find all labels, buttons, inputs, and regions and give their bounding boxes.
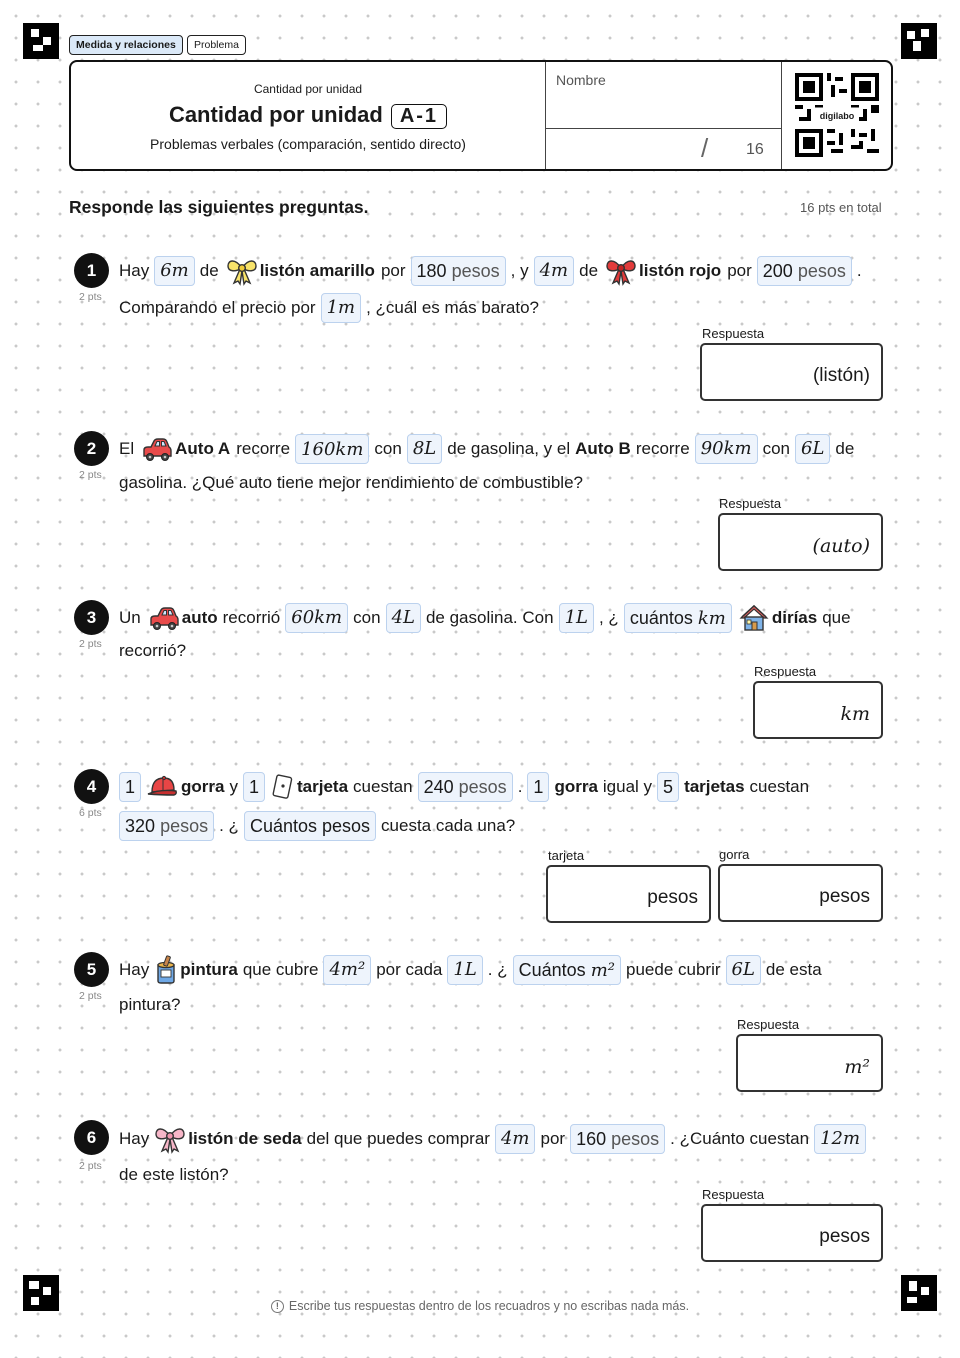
value: 180 xyxy=(416,261,447,281)
value-box: 1L xyxy=(559,603,594,633)
answer-box[interactable] xyxy=(753,681,883,739)
name-label: Nombre xyxy=(556,72,606,88)
text: por xyxy=(540,1129,566,1148)
qr-code-area xyxy=(781,62,892,169)
text: gorra xyxy=(554,777,598,796)
question-points: 2 pts xyxy=(79,291,102,303)
question-1-line-2 xyxy=(119,293,539,323)
text: gasolina. ¿Qué auto tiene mejor rendimiento de combustible? xyxy=(119,473,583,492)
question-2-line-1 xyxy=(119,434,854,464)
cap-icon xyxy=(146,772,180,802)
warning-icon: ! xyxy=(271,1300,284,1313)
value-box: 1L xyxy=(447,955,482,985)
text: de gasolina. Con xyxy=(425,608,554,627)
text: listón amarillo xyxy=(259,261,375,280)
text: puede cubrir xyxy=(626,960,721,979)
answer-box[interactable] xyxy=(701,1204,883,1262)
worksheet-header xyxy=(69,60,893,171)
value-box: 1 xyxy=(527,772,549,802)
question-5-line-2 xyxy=(119,990,180,1020)
car-icon xyxy=(140,434,174,464)
text: tarjetas xyxy=(684,777,745,796)
question-5-line-1 xyxy=(119,955,822,985)
text: . xyxy=(517,777,523,796)
page-title xyxy=(71,102,545,129)
text: listón de seda xyxy=(188,1129,302,1148)
answer-hint: (auto) xyxy=(812,535,870,557)
answer-box-cap[interactable] xyxy=(718,864,883,922)
unit: km xyxy=(697,608,726,629)
answer-hint: pesos xyxy=(819,1226,870,1247)
answer-box[interactable] xyxy=(718,513,883,571)
header-subtitle: Problemas verbales (comparación, sentido directo) xyxy=(150,136,466,152)
value-box: 6L xyxy=(795,434,830,464)
value: Cuántos xyxy=(518,960,586,980)
question-points: 2 pts xyxy=(79,469,102,481)
question-number: 4 xyxy=(74,769,109,804)
text: recorrió xyxy=(222,608,281,627)
value-box xyxy=(570,1124,665,1154)
answer-label-card: tarjeta xyxy=(548,848,585,863)
value-box: 12m xyxy=(814,1124,866,1154)
text: . ¿ xyxy=(487,960,508,979)
value: 160km xyxy=(301,439,364,460)
red-ribbon-icon xyxy=(604,256,638,286)
worksheet-code: A-1 xyxy=(391,104,447,129)
score-field[interactable] xyxy=(545,129,782,169)
text: . ¿Cuánto cuestan xyxy=(670,1129,810,1148)
value-box xyxy=(119,811,214,841)
question-number: 1 xyxy=(74,253,109,288)
header-small-title: Cantidad por unidad xyxy=(253,82,363,96)
text: . xyxy=(856,261,862,280)
question-6-line-1 xyxy=(119,1124,871,1154)
text: con xyxy=(374,439,402,458)
value-box xyxy=(513,955,621,985)
card-icon xyxy=(270,772,296,802)
text: recorre xyxy=(236,439,291,458)
text: pintura xyxy=(180,960,238,979)
text: cuestan xyxy=(749,777,810,796)
text: por cada xyxy=(376,960,443,979)
total-points: 16 pts en total xyxy=(800,200,882,215)
text: gorra xyxy=(181,777,225,796)
answer-hint: (listón) xyxy=(812,365,870,386)
value: 200 xyxy=(762,261,793,281)
answer-hint: m² xyxy=(844,1056,870,1078)
text: de xyxy=(835,439,855,458)
value-box: 60km xyxy=(285,603,348,633)
question-number: 5 xyxy=(74,952,109,987)
type-tag: Problema xyxy=(187,35,246,55)
answer-hint: pesos xyxy=(647,887,698,908)
value-box xyxy=(624,603,732,633)
text: dirías xyxy=(771,608,818,627)
text: Auto A xyxy=(175,439,231,458)
value: 160 xyxy=(576,1129,607,1149)
score-total: 16 xyxy=(746,141,764,158)
value-box: 6L xyxy=(726,955,761,985)
answer-label: Respuesta xyxy=(754,664,817,679)
answer-label: Respuesta xyxy=(702,326,765,341)
value-box xyxy=(418,772,513,802)
question-number: 3 xyxy=(74,600,109,635)
text: Auto B xyxy=(575,439,631,458)
topic-tag: Medida y relaciones xyxy=(69,35,183,55)
value-box: 6m xyxy=(154,256,195,286)
text: del que puedes comprar xyxy=(306,1129,490,1148)
footer-text: Escribe tus respuestas dentro de los recuadros y no escribas nada más. xyxy=(288,1299,690,1313)
corner-marker-top-left xyxy=(23,23,59,59)
value-box: 1 xyxy=(243,772,265,802)
text: que xyxy=(822,608,851,627)
text: igual y xyxy=(602,777,653,796)
text: con xyxy=(353,608,381,627)
question-number: 6 xyxy=(74,1120,109,1155)
question-2-line-2 xyxy=(119,468,583,498)
question-4-line-2 xyxy=(119,811,515,841)
score-slash: / xyxy=(701,133,709,163)
text: con xyxy=(762,439,790,458)
text: de gasolina, y el xyxy=(447,439,571,458)
text: de este listón? xyxy=(119,1165,229,1184)
text: cuestan xyxy=(353,777,413,796)
value: 320 xyxy=(125,816,156,836)
text: Un xyxy=(119,608,141,627)
footer-note xyxy=(0,1299,960,1313)
unit: pesos xyxy=(611,1129,660,1149)
question-3-line-1 xyxy=(119,603,851,633)
unit: pesos xyxy=(160,816,209,836)
value-box: 5 xyxy=(657,772,679,802)
text: El xyxy=(119,439,135,458)
value-box xyxy=(411,256,506,286)
house-icon xyxy=(737,603,771,633)
unit: m² xyxy=(590,960,615,981)
page-title-text: Cantidad por unidad xyxy=(168,102,383,127)
question-points: 2 pts xyxy=(79,1160,102,1172)
answer-label: Respuesta xyxy=(737,1017,800,1032)
text: de esta xyxy=(765,960,822,979)
value-box: Cuántos pesos xyxy=(244,811,376,841)
text: recorrió? xyxy=(119,641,187,660)
question-4-line-1 xyxy=(119,772,809,802)
answer-box-card[interactable] xyxy=(546,865,711,923)
text: recorre xyxy=(635,439,690,458)
qr-label: digilabo xyxy=(819,111,855,121)
answer-hint: km xyxy=(840,703,870,725)
answer-hint: pesos xyxy=(819,886,870,907)
text: auto xyxy=(181,608,218,627)
text: , ¿ xyxy=(598,608,619,627)
question-points: 2 pts xyxy=(79,638,102,650)
value-box: 1m xyxy=(321,293,362,323)
text: de xyxy=(579,261,599,280)
question-points: 2 pts xyxy=(79,990,102,1002)
value-box: 4m xyxy=(534,256,575,286)
value: cuántos xyxy=(629,608,693,628)
text: por xyxy=(380,261,406,280)
text: pintura? xyxy=(119,995,181,1014)
text: . ¿ xyxy=(219,816,239,835)
text: tarjeta xyxy=(297,777,349,796)
answer-box[interactable] xyxy=(736,1034,883,1092)
header-title-area xyxy=(71,62,545,169)
answer-label: Respuesta xyxy=(702,1187,765,1202)
value-box xyxy=(295,434,369,464)
text: , y xyxy=(510,261,529,280)
value-box: 4m² xyxy=(323,955,371,985)
question-points: 6 pts xyxy=(79,807,102,819)
text: Hay xyxy=(119,1129,150,1148)
value-box: 90km xyxy=(695,434,758,464)
car-icon xyxy=(147,603,181,633)
corner-marker-top-right xyxy=(901,23,937,59)
question-6-line-2 xyxy=(119,1160,229,1190)
text: y xyxy=(229,777,238,796)
unit: pesos xyxy=(797,261,846,281)
answer-box[interactable] xyxy=(700,343,883,401)
value-box: 8L xyxy=(407,434,442,464)
question-3-line-2 xyxy=(119,636,186,666)
yellow-ribbon-icon xyxy=(225,256,259,286)
text: , ¿cuál es más barato? xyxy=(366,298,540,317)
unit: pesos xyxy=(451,261,500,281)
text: de xyxy=(199,261,219,280)
pink-ribbon-icon xyxy=(153,1124,187,1154)
text: Hay xyxy=(119,960,150,979)
value-box: 1 xyxy=(119,772,141,802)
question-1-line-1 xyxy=(119,256,862,286)
answer-label-cap: gorra xyxy=(719,847,750,862)
text: cuesta cada una? xyxy=(381,816,516,835)
text: Hay xyxy=(119,261,150,280)
paint-bucket-icon xyxy=(153,955,179,985)
answer-label: Respuesta xyxy=(719,496,782,511)
text: por xyxy=(727,261,752,280)
text: listón rojo xyxy=(639,261,722,280)
value: 240 xyxy=(423,777,454,797)
instructions: Responde las siguientes preguntas. xyxy=(69,197,369,217)
name-field[interactable] xyxy=(545,62,782,129)
value-box: 4L xyxy=(386,603,421,633)
question-number: 2 xyxy=(74,431,109,466)
text: que cubre xyxy=(242,960,319,979)
value-box: 4m xyxy=(495,1124,536,1154)
unit: pesos xyxy=(458,777,507,797)
text: Comparando el precio por xyxy=(119,298,316,317)
value-box xyxy=(757,256,852,286)
